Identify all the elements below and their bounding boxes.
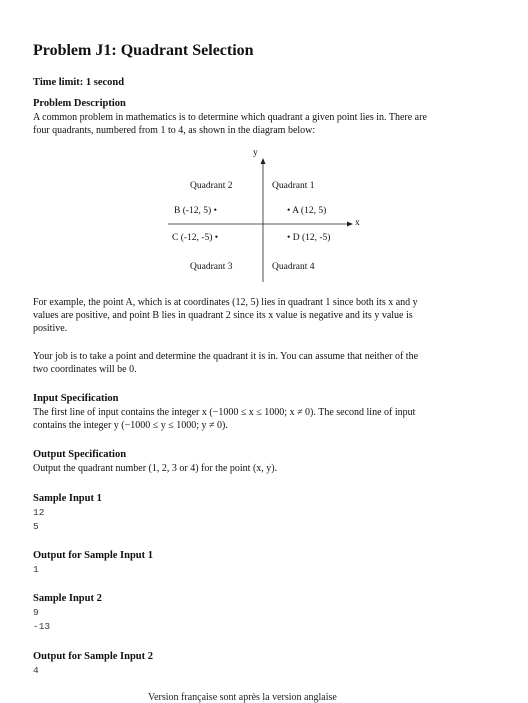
point-b-label: B (-12, 5) [174,206,212,216]
time-limit: Time limit: 1 second [33,77,125,88]
sample-output-1-line-1: 1 [33,564,39,575]
point-a-dot: • [287,206,291,216]
point-a [287,206,326,216]
point-d-dot: • [287,233,291,243]
input-spec-line-1: The first line of input contains the integer x (−1000 ≤ x ≤ 1000; x ≠ 0). The second line of input [33,407,416,418]
point-c-dot: • [214,233,219,243]
point-c-label: C (-12, -5) [172,233,213,243]
point-b-dot: • [213,206,217,216]
sample-output-1-heading: Output for Sample Input 1 [33,550,154,561]
input-spec-text [33,406,485,432]
sample-input-2-line-1: 9 [33,607,39,618]
point-d [287,233,330,243]
y-axis-arrow [261,158,266,164]
sample-input-1-heading: Sample Input 1 [33,493,102,504]
task-text [33,350,485,376]
output-spec-text [33,462,485,475]
input-spec-heading: Input Specification [33,393,119,404]
quadrant-3-label: Quadrant 3 [190,262,233,272]
output-spec-line-1: Output the quadrant number (1, 2, 3 or 4) for the point (x, y). [33,463,278,474]
task-line-2: two coordinates will be 0. [33,364,137,375]
description-heading: Problem Description [33,98,126,109]
example-line-1: For example, the point A, which is at coordinates (12, 5) lies in quadrant 1 since both its x and y [33,297,418,308]
example-line-2: values are positive, and point B lies in quadrant 2 since its x value is negative and its y value is [33,310,413,321]
output-spec-heading: Output Specification [33,449,127,460]
point-c [172,233,218,243]
point-d-label: D (12, -5) [292,233,331,243]
sample-output-2-heading: Output for Sample Input 2 [33,651,154,662]
task-line-1: Your job is to take a point and determine the quadrant it is in. You can assume that neither of the [33,351,419,362]
description-line-2: four quadrants, numbered from 1 to 4, as shown in the diagram below: [33,125,316,136]
point-b [174,206,217,216]
quadrant-diagram [0,0,528,300]
quadrant-2-label: Quadrant 2 [190,181,233,191]
page-title: Problem J1: Quadrant Selection [33,42,254,59]
description-line-1: A common problem in mathematics is to determine which quadrant a given point lies in. There are [33,112,427,123]
footer-note: Version française sont après la version anglaise [148,692,337,703]
sample-input-2-line-2: -13 [33,621,51,632]
input-spec-line-2: contains the integer y (−1000 ≤ y ≤ 1000; y ≠ 0). [33,420,228,431]
x-axis-label: x [355,218,360,228]
quadrant-1-label: Quadrant 1 [272,181,315,191]
sample-input-1-line-2: 5 [33,521,39,532]
example-line-3: positive. [33,323,68,334]
sample-input-2-heading: Sample Input 2 [33,593,102,604]
x-axis-arrow [347,222,353,227]
point-a-label: A (12, 5) [292,206,327,216]
y-axis-label: y [253,148,258,158]
example-text [33,296,485,335]
sample-output-2-line-1: 4 [33,665,39,676]
axes [0,0,528,300]
sample-input-1-line-1: 12 [33,507,45,518]
quadrant-4-label: Quadrant 4 [272,262,315,272]
